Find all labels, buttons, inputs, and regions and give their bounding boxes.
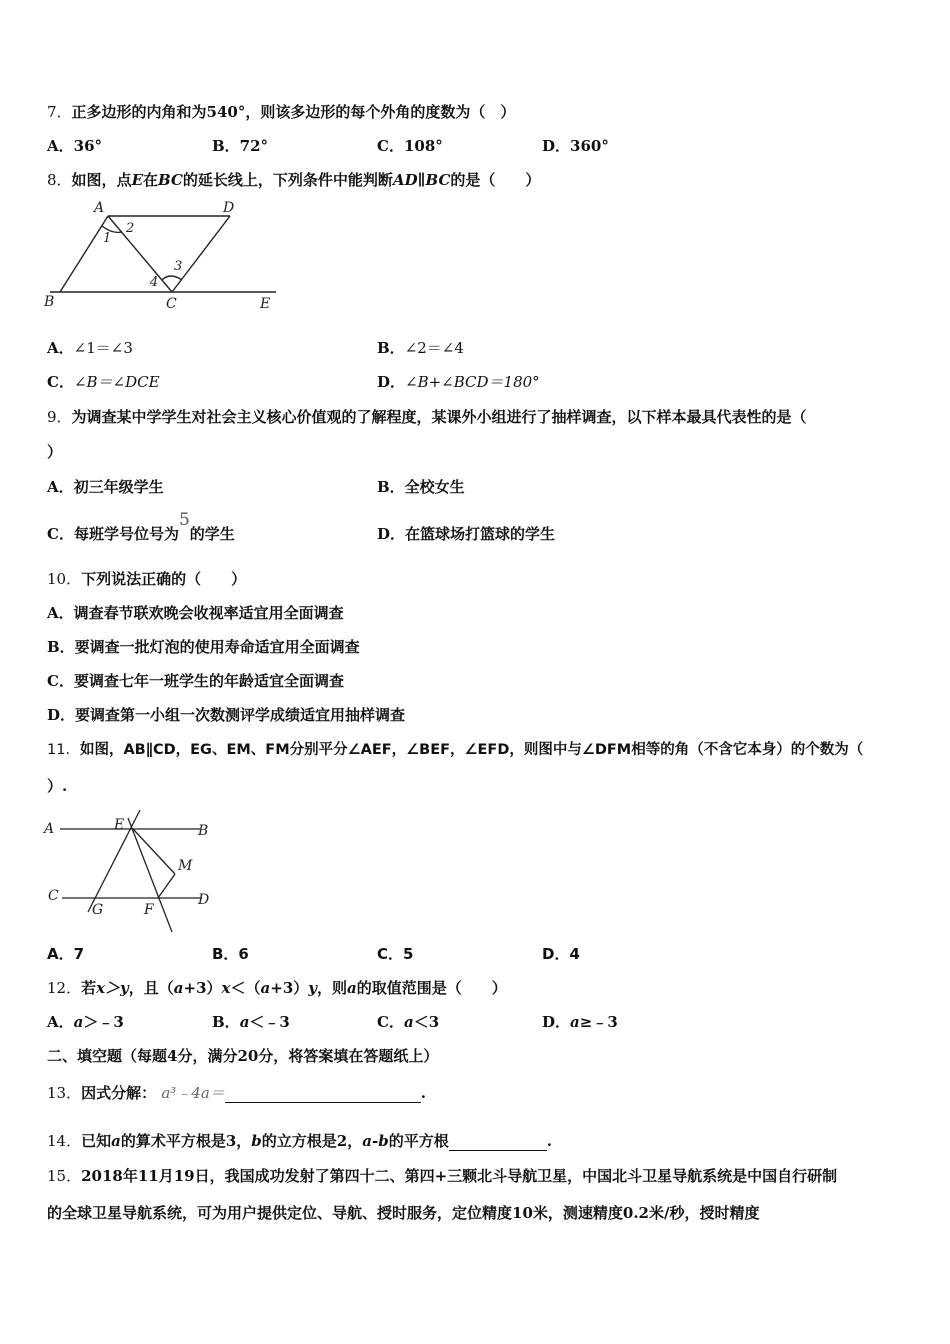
q9-stem-end: ） [47, 443, 63, 461]
q8-option-c: C．∠B＝∠DCE [47, 373, 160, 391]
q11-label-E: E [114, 817, 125, 833]
q11-label-B: B [198, 823, 209, 839]
q11-label-F: F [144, 902, 154, 918]
q10-option-b: B．要调查一批灯泡的使用寿命适宜用全面调查 [47, 638, 360, 656]
q12-stem: 12．若x＞y，且（a+3）x＜（a+3）y，则a的取值范围是（ ） [47, 979, 507, 997]
q9-option-d: D．在篮球场打篮球的学生 [377, 525, 556, 543]
q8-option-b: B．∠2＝∠4 [377, 339, 464, 357]
q13-stem: 13．因式分解： a³﹣4a＝ . [47, 1084, 427, 1102]
q12-option-c: C．a＜3 [377, 1013, 440, 1031]
q7-option-b: B．72° [212, 137, 269, 155]
q11-option-b: B．6 [212, 945, 249, 963]
q11-label-A: A [44, 821, 55, 837]
q10-option-a: A．调查春节联欢晚会收视率适宜用全面调查 [47, 604, 344, 622]
q13-expression: a³﹣4a＝ [161, 1084, 225, 1102]
q13-answer-blank[interactable] [225, 1086, 421, 1103]
section-title-fill-in: 二、填空题（每题4分，满分20分，将答案填在答题纸上） [47, 1047, 439, 1065]
q11-stem: 11．如图，AB∥CD，EG、EM、FM分别平分∠AEF，∠BEF，∠EFD，则图中与∠DFM相等的角（不含它本身）的个数为（ [47, 742, 864, 758]
q9-option-c: C．每班学号位号为5的学生 [47, 510, 235, 543]
q15-line2: 的全球卫星导航系统，可为用户提供定位、导航、授时服务，定位精度10米，测速精度0.2米/秒，授时精度 [47, 1204, 760, 1222]
q8-label-A: A [94, 200, 105, 216]
q9-option-b: B．全校女生 [377, 478, 465, 496]
q11-stem-end: ）. [47, 777, 68, 795]
q11-label-G: G [92, 902, 104, 918]
q8-label-2: 2 [126, 221, 135, 236]
q7-stem: 7．正多边形的内角和为540°，则该多边形的每个外角的度数为（ ） [47, 103, 516, 121]
q12-option-a: A．a＞﹣3 [47, 1013, 124, 1031]
q12-option-d: D．a≥﹣3 [542, 1013, 618, 1031]
q14-stem: 14．已知a的算术平方根是3，b的立方根是2，a-b的平方根 . [47, 1132, 552, 1150]
q11-figure [40, 802, 230, 937]
q11-option-d: D．4 [542, 945, 580, 963]
q8-label-4: 4 [150, 275, 159, 290]
q11-option-a: A．7 [47, 945, 85, 963]
q8-option-a: A．∠1＝∠3 [47, 339, 133, 357]
q7-option-d: D．360° [542, 137, 609, 155]
q9-stem: 9．为调查某中学学生对社会主义核心价值观的了解程度，某课外小组进行了抽样调查，以下样本最具代表性的是（ [47, 408, 807, 426]
q8-label-C: C [166, 296, 177, 312]
q7-option-a: A．36° [47, 137, 103, 155]
q8-figure [40, 196, 290, 314]
q14-answer-blank[interactable] [449, 1134, 547, 1151]
q15-line1: 15．2018年11月19日，我国成功发射了第四十二、第四+三颗北斗导航卫星，中国北斗卫星导航系统是中国自行研制 [47, 1167, 838, 1185]
q11-label-D: D [198, 892, 210, 908]
q8-label-3: 3 [174, 259, 183, 274]
q10-stem: 10．下列说法正确的（ ） [47, 570, 247, 588]
q8-label-D: D [223, 200, 235, 216]
q11-option-c: C．5 [377, 945, 414, 963]
q7-option-c: C．108° [377, 137, 443, 155]
q8-stem: 8．如图，点E在BC的延长线上，下列条件中能判断AD∥BC的是（ ） [47, 171, 541, 189]
q8-label-1: 1 [103, 231, 112, 246]
q8-label-B: B [44, 294, 55, 310]
q11-label-C: C [48, 888, 59, 904]
q10-option-d: D．要调查第一小组一次数测评学成绩适宜用抽样调查 [47, 706, 406, 724]
q9-option-a: A．初三年级学生 [47, 478, 164, 496]
q8-option-d: D．∠B+∠BCD＝180° [377, 373, 540, 391]
q10-option-c: C．要调查七年一班学生的年龄适宜全面调查 [47, 672, 344, 690]
q11-label-M: M [178, 858, 193, 874]
q8-label-E: E [260, 296, 271, 312]
q12-option-b: B．a＜﹣3 [212, 1013, 290, 1031]
